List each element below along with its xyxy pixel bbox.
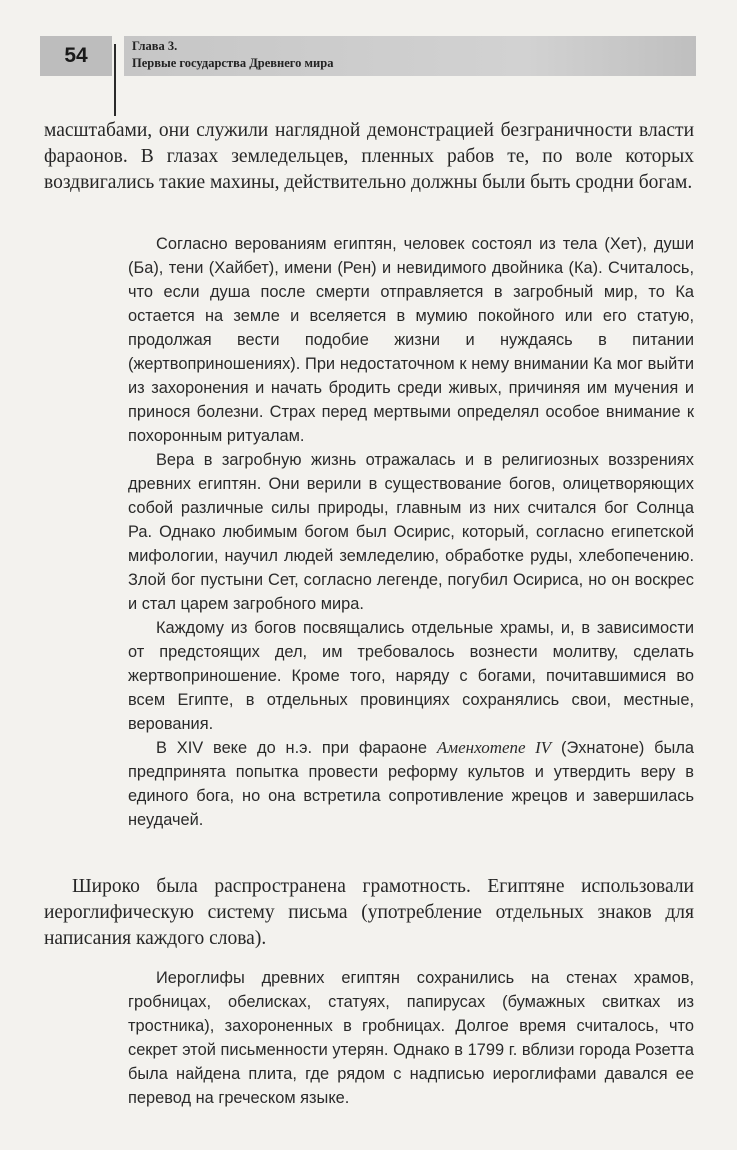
page-header [40, 36, 696, 76]
note-paragraph: Каждому из богов посвящались отдельные храмы, и, в зависимости от предстоящих дел, им требовалось вознести молитву, сделать жертвоприношение. Кроме того, наряду с богами, почитавшимися во всем Египте, в отдельных провинциях сохранялись свои, местные, верования. [128, 619, 694, 733]
pharaoh-name: Аменхотепе IV [436, 738, 552, 757]
chapter-label: Глава 3. [132, 39, 178, 53]
note-paragraph: Вера в загробную жизнь отражалась и в религиозных воззрениях древних египтян. Они верили в существование богов, олицетворяющих собой различные силы природы, главным из них считался бог Солнца Ра. Однако любимым богом был Осирис, который, согласно египетской мифологии, научил людей земледелию, обработке руды, хлебопечению. Злой бог пустыни Сет, согласно легенде, погубил Осириса, но он воскрес и стал царем загробного мира. [128, 451, 694, 613]
sidebar-note-2 [128, 966, 694, 1110]
note-text: В XIV веке до н.э. при фараоне [156, 739, 437, 757]
chapter-title: Первые государства Древнего мира [132, 56, 334, 70]
note-paragraph: Согласно верованиям египтян, человек состоял из тела (Хет), души (Ба), тени (Хайбет), имени (Рен) и невидимого двойника (Ка). Считалось, что если душа после смерти отправляется в загробный мир, то Ка остается на земле и вселяется в мумию покойного или его статую, продолжая вести подобие жизни и нуждаясь в питании (жертвоприношениях). При недостаточном к нему внимании Ка мог выйти из захоронения и начать бродить среди живых, причиняя им мучения и принося болезни. Страх перед мертвыми определял особое внимание к похоронным ритуалам. [128, 235, 694, 445]
main-paragraph-2: Широко была распространена грамотность. Египтяне использовали иероглифическую систему письма (употребление отдельных знаков для написания каждого слова). [44, 876, 694, 949]
note-paragraph [128, 736, 694, 832]
note-text: (Эхнатоне) была предпринята попытка провести реформу культов и утвердить веру в единого бога, но она встретила сопротивление жрецов и завершилась неудачей. [128, 739, 695, 829]
main-paragraph-1: масштабами, они служили наглядной демонстрацией безграничности власти фараонов. В глазах земледельцев, пленных рабов те, по воле которых воздвигались такие махины, действительно должны были быть сродни богам. [44, 120, 694, 193]
sidebar-note-1 [128, 232, 694, 832]
chapter-header-bar [124, 36, 696, 76]
page-number: 54 [40, 36, 112, 76]
header-divider-line [114, 44, 116, 116]
note-paragraph: Иероглифы древних египтян сохранились на стенах храмов, гробницах, обелисках, статуях, папирусах (бумажных свитках из тростника), захороненных в гробницах. Долгое время считалось, что секрет этой письменности утерян. Однако в 1799 г. вблизи города Розетта была найдена плита, где рядом с надписью иероглифами давался ее перевод на греческом языке. [128, 969, 694, 1107]
